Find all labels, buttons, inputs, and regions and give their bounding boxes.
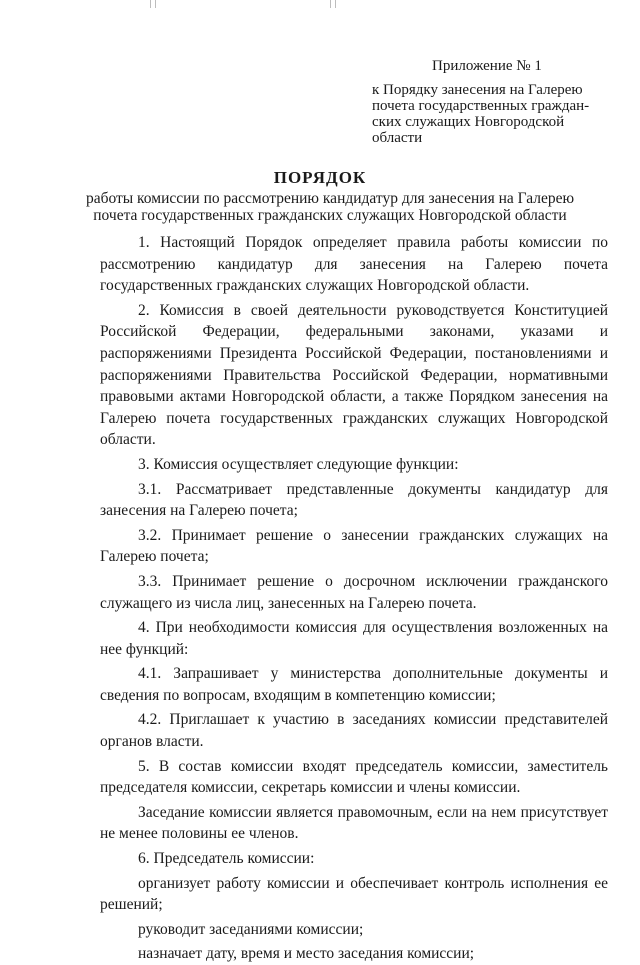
paragraph-3: 3. Комиссия осуществляет следующие функции: xyxy=(138,455,459,473)
paragraph-3-3: 3.3. Принимает решение о досрочном исключении гражданского служащего из числа лиц, занесенных на Галерею почета. xyxy=(100,572,608,612)
appendix-reference-line: к Порядку занесения на Галерею xyxy=(372,82,583,98)
paragraph-4-1: 4.1. Запрашивает у министерства дополнительные документы и сведения по вопросам, входящим в компетенцию комиссии; xyxy=(100,665,608,704)
appendix-header xyxy=(372,58,612,146)
appendix-reference-line: области xyxy=(372,130,423,146)
appendix-number: Приложение № 1 xyxy=(432,58,542,74)
appendix-reference-line: ских служащих Новгородской xyxy=(372,114,565,130)
paragraph-2: 2. Комиссия в своей деятельности руководствуется Конституцией Российской Федерации, федеральными законами, указами и распоряжениями Президента Российской Федерации, постановлениями и распоряжениями Правительства Российской Федерации, нормативными правовыми актами Новгородской области, а также Порядком занесения на Галерею почета государственных гражданских служащих Новгородской области. xyxy=(100,301,608,449)
paragraph-1: 1. Настоящий Порядок определяет правила работы комиссии по рассмотрению кандидатур для занесения на Галерею почета государственных гражданских служащих Новгородской области. xyxy=(100,234,608,295)
document-title: ПОРЯДОК xyxy=(273,168,367,187)
paragraph-quorum: Заседание комиссии является правомочным, если на нем присутствует не менее половины ее членов. xyxy=(100,803,608,843)
scan-top-marks xyxy=(0,0,640,12)
document-body xyxy=(100,232,608,965)
document-subtitle xyxy=(80,190,580,224)
paragraph-4: 4. При необходимости комиссия для осуществления возложенных на нее функций: xyxy=(100,619,608,658)
chairman-duty: организует работу комиссии и обеспечивает контроль исполнения ее решений; xyxy=(100,874,608,914)
subtitle-line: работы комиссии по рассмотрению кандидатур для занесения на Галерею xyxy=(85,190,575,207)
paragraph-5: 5. В состав комиссии входят председатель комиссии, заместитель председателя комиссии, секретарь комиссии и члены комиссии. xyxy=(100,757,608,797)
paragraph-3-1: 3.1. Рассматривает представленные документы кандидатур для занесения на Галерею почета; xyxy=(100,480,608,520)
subtitle-line: почета государственных гражданских служащих Новгородской области xyxy=(93,207,567,224)
chairman-duty: назначает дату, время и место заседания комиссии; xyxy=(138,945,475,963)
paragraph-3-2: 3.2. Принимает решение о занесении гражданских служащих на Галерею почета; xyxy=(100,526,608,566)
paragraph-6: 6. Председатель комиссии: xyxy=(138,850,315,868)
chairman-duty: руководит заседаниями комиссии; xyxy=(138,920,364,938)
paragraph-4-2: 4.2. Приглашает к участию в заседаниях комиссии представителей органов власти. xyxy=(100,711,608,751)
appendix-reference-line: почета государственных граждан- xyxy=(372,98,590,114)
